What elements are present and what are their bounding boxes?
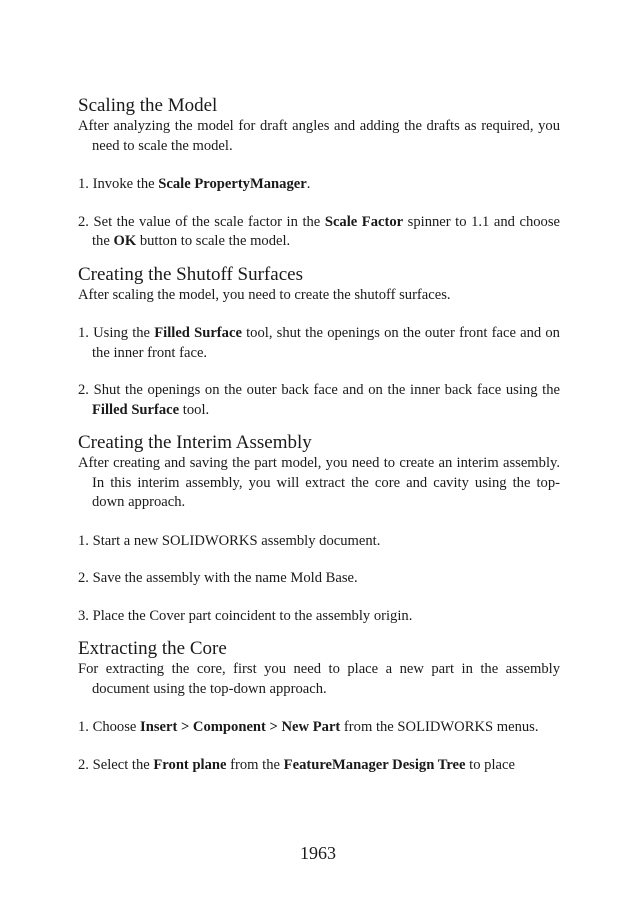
section — [78, 432, 560, 626]
step-text: 2. Shut the openings on the outer back face and on the inner back face using the — [78, 382, 560, 398]
step-text: 2. Save the assembly with the name Mold Base. — [78, 570, 358, 586]
bold-term: OK — [113, 233, 137, 249]
step-item — [78, 324, 560, 363]
section — [78, 264, 560, 421]
step-item — [78, 175, 560, 195]
step-item — [78, 569, 560, 589]
bold-term: Scale PropertyManager — [158, 176, 307, 192]
step-item — [78, 718, 560, 738]
step-text: 2. Set the value of the scale factor in the — [78, 213, 325, 230]
step-text: . — [306, 176, 311, 192]
page-content — [78, 95, 560, 787]
step-item — [78, 607, 560, 627]
section-heading: Extracting the Core — [78, 638, 227, 659]
bold-term: Front plane — [153, 756, 227, 773]
step-text: 1. Using the — [78, 325, 155, 341]
section-heading: Creating the Interim Assembly — [78, 432, 312, 453]
bold-term: Filled Surface — [92, 401, 180, 418]
section-intro: After analyzing the model for draft angles and adding the drafts as required, you need to scale the model. — [78, 118, 560, 154]
page-number: 1963 — [300, 843, 336, 863]
section — [78, 95, 560, 252]
step-item — [78, 381, 560, 420]
step-item — [78, 756, 560, 776]
step-text: 1. Start a new SOLIDWORKS assembly document. — [78, 532, 381, 549]
step-text: 1. Invoke the — [78, 176, 159, 192]
bold-term: Filled Surface — [154, 325, 242, 341]
section — [78, 638, 560, 775]
section-intro: For extracting the core, first you need to place a new part in the assembly document using the top-down approach. — [78, 661, 560, 697]
bold-term: Scale Factor — [324, 213, 404, 230]
step-text: to place — [465, 756, 515, 773]
bold-term: FeatureManager Design Tree — [283, 756, 466, 773]
bold-term: Insert > Component > New Part — [140, 719, 341, 735]
step-text: spinner to 1.1 and choose the — [92, 213, 560, 249]
step-text: 3. Place the Cover part coincident to the assembly origin. — [78, 607, 413, 624]
section-heading: Creating the Shutoff Surfaces — [78, 263, 303, 285]
section-intro: After creating and saving the part model, you need to create an interim assembly. In this interim assembly, you will extract the core and cavity using the top-down approach. — [78, 455, 560, 510]
step-text: 2. Select the — [78, 756, 154, 773]
step-text: button to scale the model. — [136, 233, 291, 249]
step-item — [78, 532, 560, 552]
step-item — [78, 213, 560, 252]
step-text: from the SOLIDWORKS menus. — [340, 719, 539, 735]
section-intro: After scaling the model, you need to create the shutoff surfaces. — [78, 286, 451, 303]
step-text: tool, shut the openings on the outer front face and on the inner front face. — [92, 325, 560, 361]
section-heading: Scaling the Model — [78, 95, 218, 116]
step-text: 1. Choose — [78, 719, 141, 735]
step-text: tool. — [179, 401, 210, 418]
step-text: from the — [226, 756, 284, 773]
